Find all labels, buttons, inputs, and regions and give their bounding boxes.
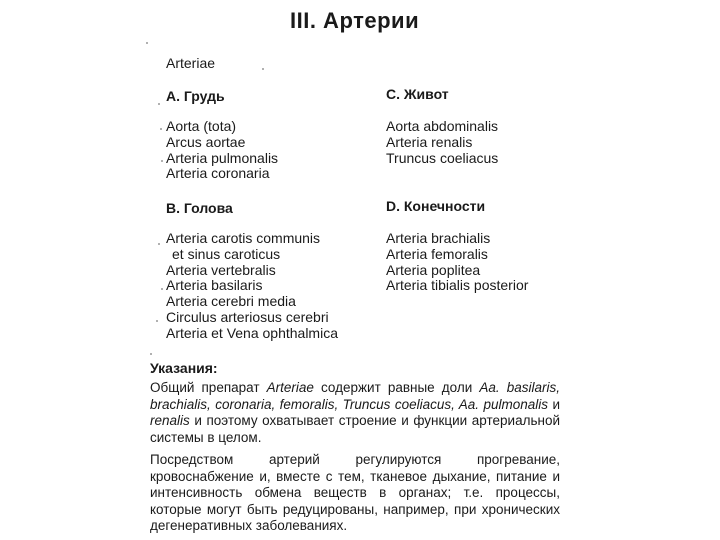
section-c-list [386,119,498,166]
scan-speck [150,353,152,355]
scan-speck [161,160,163,162]
scan-speck [156,320,158,322]
list-item: Arteria femoralis [386,245,488,262]
section-d-list [386,231,528,294]
list-item: Aorta (tota) [166,118,237,134]
italic-run: renalis [150,413,190,428]
scan-speck [158,243,160,245]
subtitle: Arteriae [166,55,216,71]
list-item: Arteria brachialis [386,230,491,246]
text-run: содержит равные доли [313,380,480,395]
scan-speck [160,128,162,130]
text-run: Общий препарат [150,380,267,395]
italic-run: Arteriae [266,380,314,395]
list-item: Arteria poplitea [386,261,481,278]
list-item: Arteria coronaria [166,165,270,182]
list-item: Circulus arteriosus cerebri [166,308,329,325]
list-item: Arteria tibialis posterior [386,277,529,294]
page-title: III. Артерии [290,8,420,33]
list-item: Arteria renalis [386,133,473,150]
text-run: и поэтому охватывает строение и функции артериальной системы в целом. [150,413,560,445]
list-item: Arteria vertebralis [166,261,276,278]
notes-paragraph-2: Посредством артерий регулируются прогревание, кровоснабжение и, вместе с тем, тканевое дыхание, питание и интенсивность обмена веществ в органах; т.е. процессы, которые могут быть редуцированы, например, при хронических дегенеративных заболеваниях. [150,452,560,533]
notes-paragraph-1 [150,380,560,446]
scan-speck [262,68,264,70]
notes-heading: Указания: [150,360,218,376]
list-item: Arteria pulmonalis [166,149,279,166]
section-a-heading: A. Грудь [166,88,225,104]
list-item: Truncus coeliacus [386,149,499,166]
list-item: Arteria basilaris [166,277,263,294]
list-item: Arteria cerebri media [166,293,296,310]
section-c-heading: C. Живот [386,86,449,102]
scan-speck [146,42,148,44]
section-b-list [166,231,338,342]
list-item: Aorta abdominalis [386,118,499,134]
text-run: и [548,396,561,412]
list-item: Arteria et Vena ophthalmica [166,324,338,341]
scan-speck [161,288,163,290]
scan-speck [158,103,160,105]
italic-run: Aa. basilaris, brachialis, coronaria, femoralis, Truncus coeliacus, Aa. pulmonalis [150,380,560,412]
list-item: et sinus caroticus [172,245,281,262]
list-item: Arcus aortae [166,133,246,150]
section-a-list [166,119,278,182]
section-b-heading: B. Голова [166,200,233,216]
section-d-heading: D. Конечности [386,198,486,214]
list-item: Arteria carotis communis [166,230,321,246]
